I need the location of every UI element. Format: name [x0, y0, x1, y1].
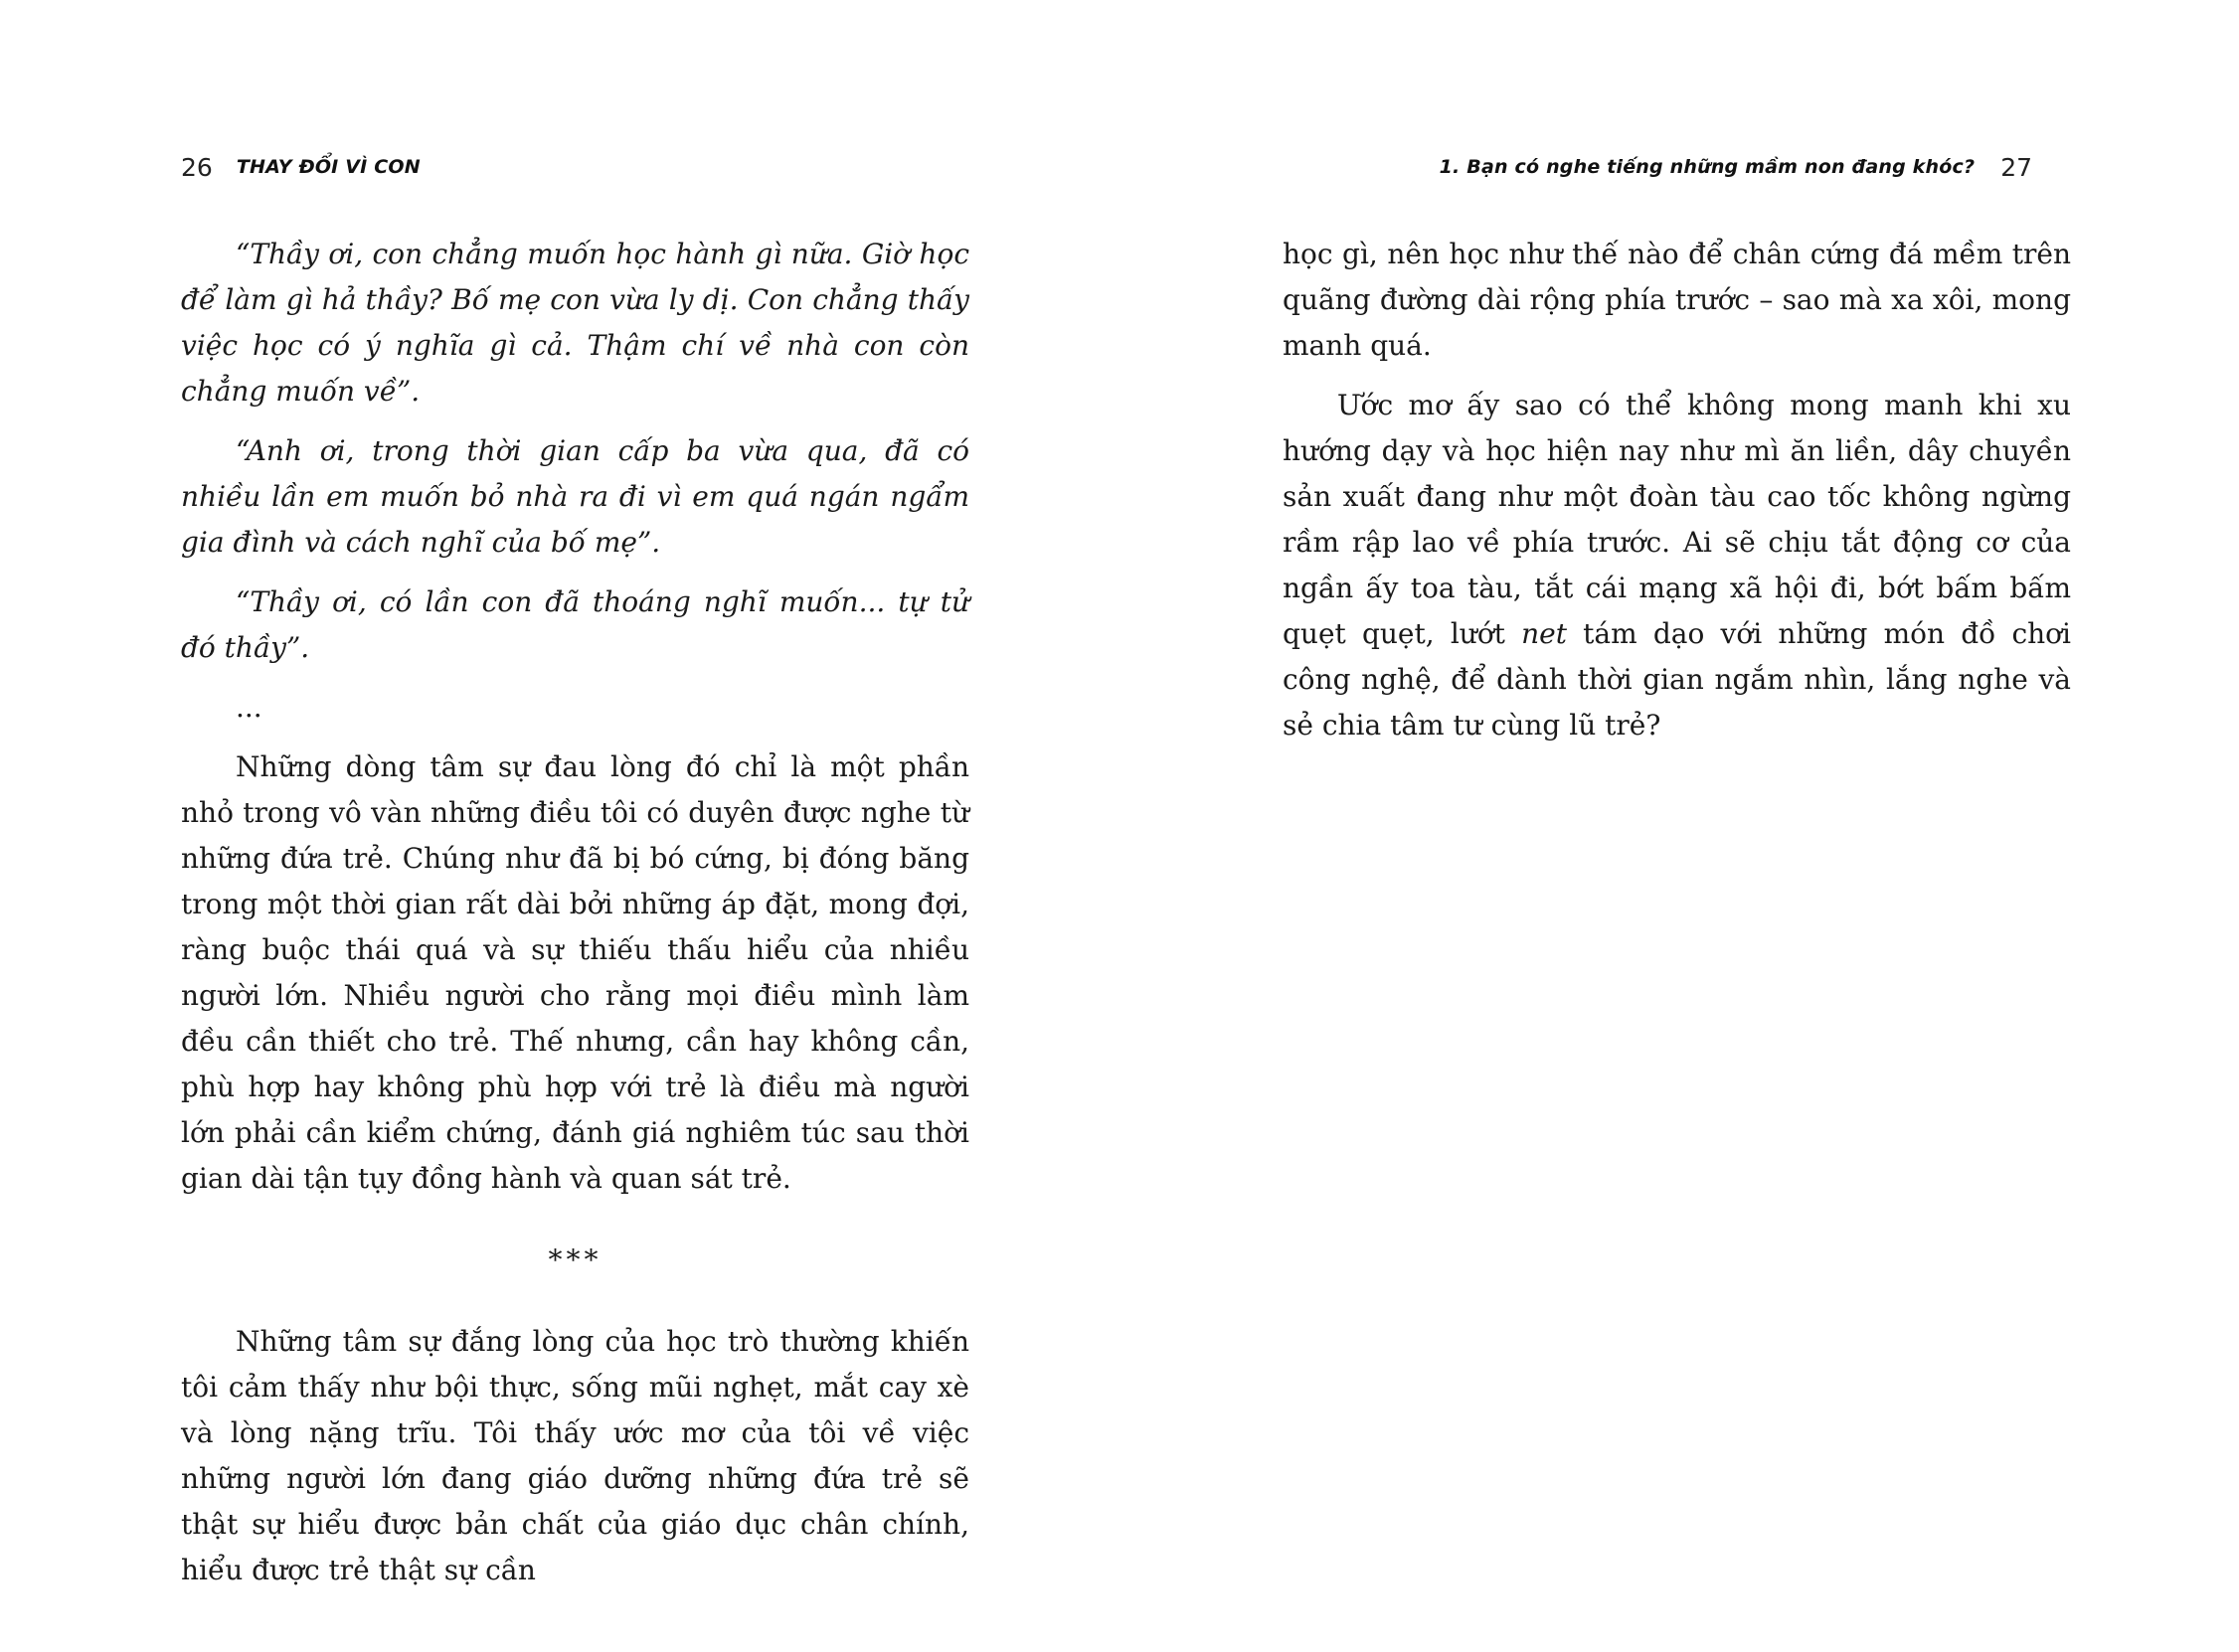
right-page-header: [1440, 149, 2032, 185]
right-page: [1120, 0, 2239, 1652]
chapter-title-header: 1. Bạn có nghe tiếng những mầm non đang khóc?: [1439, 156, 1976, 178]
quote-1: “Thầy ơi, con chẳng muốn học hành gì nữa. Giờ học để làm gì hả thầy? Bố mẹ con vừa ly dị. Con chẳng thấy việc học có ý nghĩa gì cả. Thậm chí về nhà con còn chẳng muốn về”.: [181, 238, 969, 408]
continuation-paragraph: học gì, nên học như thế nào để chân cứng đá mềm trên quãng đường dài rộng phía trước – sao mà xa xôi, mong manh quá.: [1283, 238, 2071, 362]
paragraph-2: Những tâm sự đắng lòng của học trò thường khiến tôi cảm thấy như bội thực, sống mũi nghẹt, mắt cay xè và lòng nặng trĩu. Tôi thấy ước mơ của tôi về việc những người lớn đang giáo dưỡng những đứa trẻ sẽ thật sự hiểu được bản chất của giáo dục chân chính, hiểu được trẻ thật sự cần: [181, 1325, 969, 1586]
net-word: net: [1521, 617, 1567, 650]
quote-2: “Anh ơi, trong thời gian cấp ba vừa qua, đã có nhiều lần em muốn bỏ nhà ra đi vì em quá ngán ngẩm gia đình và cách nghĩ của bố mẹ”.: [181, 434, 969, 559]
book-title-header: THAY ĐỔI VÌ CON: [236, 156, 421, 178]
paragraph-3: [1283, 383, 2071, 748]
paragraph-3-part-2: tám dạo với những món đồ chơi công nghệ, để dành thời gian ngắm nhìn, lắng nghe và sẻ chia tâm tư cùng lũ trẻ?: [1283, 617, 2071, 742]
right-page-body: [1283, 232, 2071, 748]
left-page-header: [181, 149, 421, 185]
paragraph-3-part-1: Ước mơ ấy sao có thể không mong manh khi xu hướng dạy và học hiện nay như mì ăn liền, dây chuyền sản xuất đang như một đoàn tàu cao tốc không ngừng rầm rập lao về phía trước. Ai sẽ chịu tắt động cơ của ngần ấy toa tàu, tắt cái mạng xã hội đi, bớt bấm bấm quẹt quẹt, lướt: [1283, 389, 2071, 650]
right-page-number: 27: [2000, 152, 2032, 182]
left-page-number: 26: [181, 152, 213, 182]
left-page-body: [181, 232, 969, 1593]
ellipsis: ...: [236, 691, 262, 724]
quote-3: “Thầy ơi, có lần con đã thoáng nghĩ muốn... tự tử đó thầy”.: [181, 585, 969, 664]
section-separator: ***: [548, 1243, 603, 1276]
paragraph-1: Những dòng tâm sự đau lòng đó chỉ là một phần nhỏ trong vô vàn những điều tôi có duyên được nghe từ những đứa trẻ. Chúng như đã bị bó cứng, bị đóng băng trong một thời gian rất dài bởi những áp đặt, mong đợi, ràng buộc thái quá và sự thiếu thấu hiểu của nhiều người lớn. Nhiều người cho rằng mọi điều mình làm đều cần thiết cho trẻ. Thế nhưng, cần hay không cần, phù hợp hay không phù hợp với trẻ là điều mà người lớn phải cần kiểm chứng, đánh giá nghiêm túc sau thời gian dài tận tụy đồng hành và quan sát trẻ.: [181, 750, 969, 1195]
